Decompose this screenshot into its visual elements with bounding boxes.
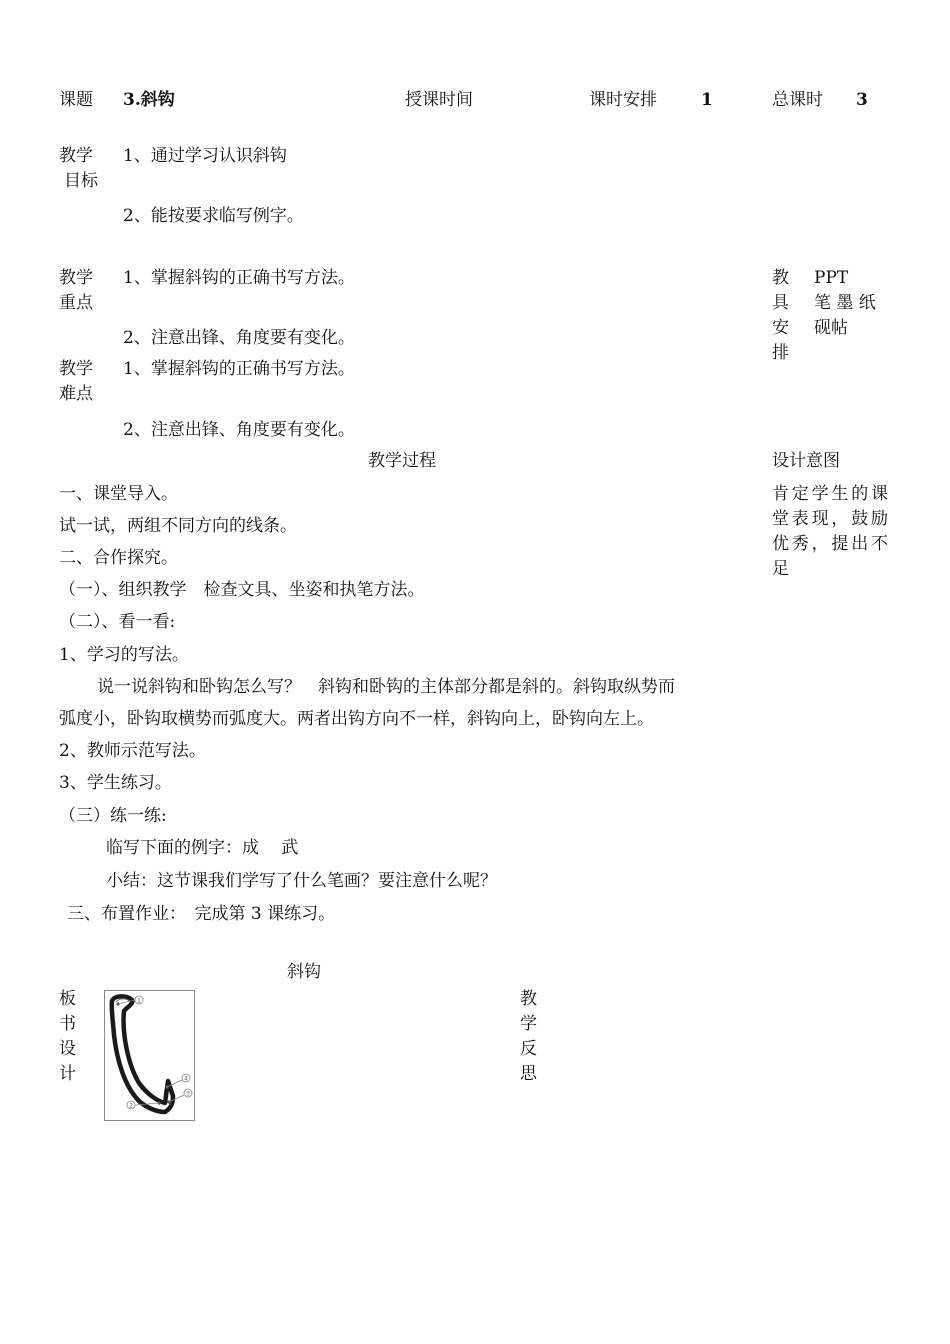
objective-item: 1、通过学习认识斜钩: [123, 146, 287, 166]
tools-line1: PPT: [814, 268, 849, 288]
slant-hook-stroke-image: [104, 990, 195, 1121]
process-line: 一、课堂导入。: [59, 484, 178, 504]
tools-label-line3: 安: [772, 318, 789, 338]
key-point-item: 1、掌握斜钩的正确书写方法。: [123, 268, 355, 288]
design-intent-heading: 设计意图: [772, 451, 840, 471]
objectives-label-line2: 目标: [64, 171, 98, 191]
process-line: 说一说斜钩和卧钩怎么写？ 斜钩和卧钩的主体部分都是斜的。斜钩取纵势而: [97, 677, 675, 697]
tools-line3: 砚帖: [814, 318, 848, 338]
class-hours-value: 1: [701, 90, 713, 110]
difficulties-label-line1: 教学: [59, 359, 93, 379]
total-hours-label: 总课时: [772, 90, 823, 110]
design-intent-text: 肯定学生的课堂表现，鼓励优秀，提出不足: [772, 484, 888, 579]
process-line: （三）练一练:: [59, 806, 167, 826]
objective-item: 2、能按要求临写例字。: [123, 206, 304, 226]
difficulties-label-line2: 难点: [59, 384, 93, 404]
stroke-number-label: 3: [186, 1090, 190, 1098]
key-point-item: 2、注意出锋、角度要有变化。: [123, 328, 355, 348]
key-points-label-line2: 重点: [59, 293, 93, 313]
class-hours-label: 课时安排: [589, 90, 657, 110]
process-line: 1、学习的写法。: [59, 645, 189, 665]
teaching-time-label: 授课时间: [405, 90, 473, 110]
process-line: 二、合作探究。: [59, 548, 178, 568]
tools-label-line1: 教: [772, 268, 789, 288]
tools-line2: 笔 墨 纸: [814, 293, 876, 313]
tools-label-line2: 具: [772, 293, 789, 313]
stroke-number-label: 4: [184, 1075, 188, 1083]
key-points-label-line1: 教学: [59, 268, 93, 288]
objectives-label-line1: 教学: [59, 146, 93, 166]
board-design-label: 板书设计: [59, 989, 76, 1084]
process-line: 小结：这节课我们学写了什么笔画？要注意什么呢？: [106, 871, 497, 891]
process-line: 2、教师示范写法。: [59, 741, 206, 761]
teaching-reflection-label: 教学反思: [520, 989, 537, 1084]
difficulty-item: 2、注意出锋、角度要有变化。: [123, 420, 355, 440]
topic-value: 3.斜钩: [123, 90, 175, 110]
stroke-number-label: 1: [137, 997, 141, 1005]
total-hours-value: 3: [856, 90, 868, 110]
stroke-number-label: 2: [129, 1102, 133, 1110]
difficulty-item: 1、掌握斜钩的正确书写方法。: [123, 359, 355, 379]
process-line: 弧度小，卧钩取横势而弧度大。两者出钩方向不一样，斜钩向上，卧钩向左上。: [59, 709, 654, 729]
process-line: （二）、看一看:: [59, 612, 176, 632]
board-title: 斜钩: [287, 962, 321, 982]
tools-label-line4: 排: [772, 343, 789, 363]
process-line: 3、学生练习。: [59, 773, 172, 793]
topic-label: 课题: [59, 90, 93, 110]
process-line: 三、布置作业： 完成第 3 课练习。: [67, 904, 336, 924]
process-line: 试一试，两组不同方向的线条。: [59, 516, 297, 536]
process-line: （一）、组织教学 检查文具、坐姿和执笔方法。: [59, 580, 425, 600]
process-heading: 教学过程: [368, 451, 436, 471]
process-line: 临写下面的例字：成 武: [106, 838, 299, 858]
